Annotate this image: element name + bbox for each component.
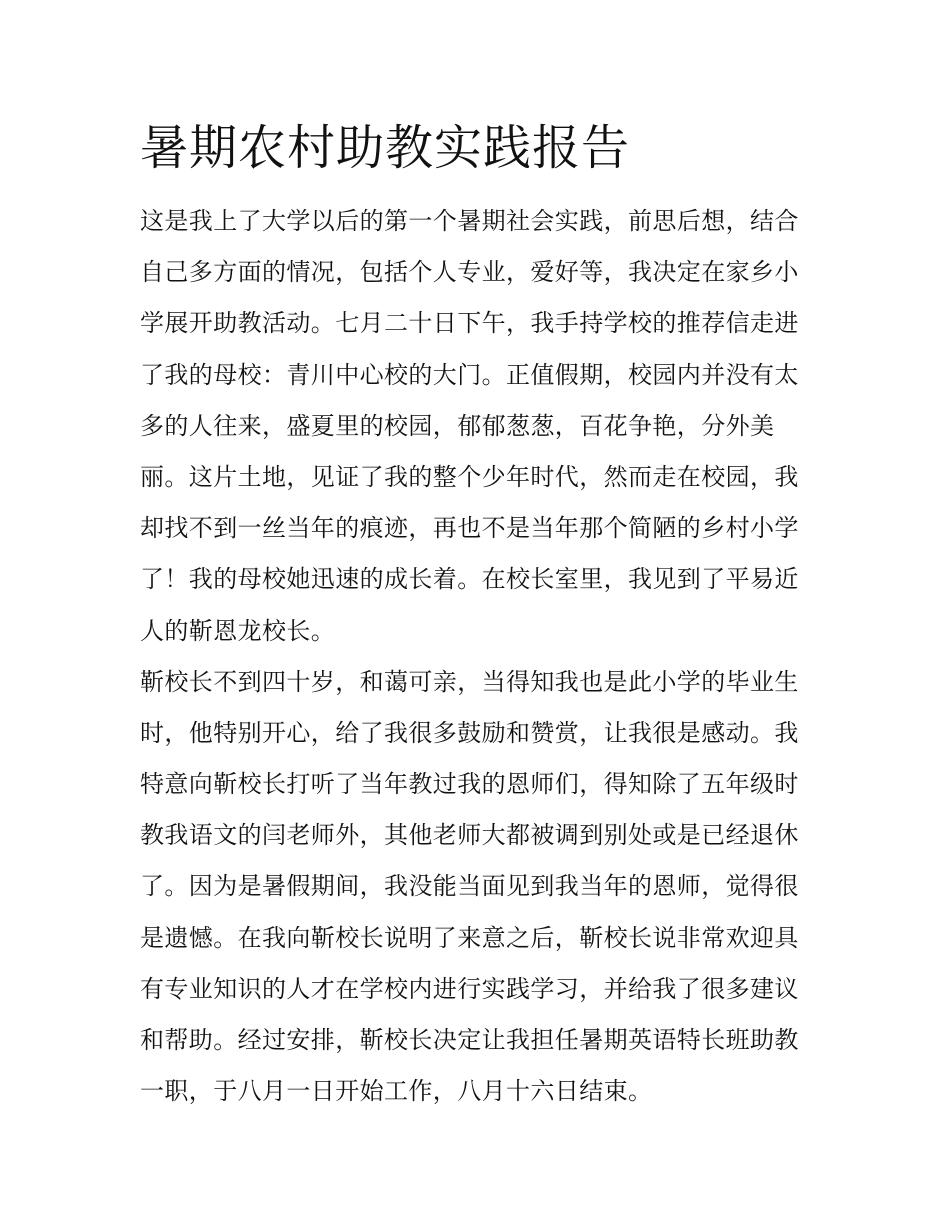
text-line: 是遗憾。在我向靳校长说明了来意之后，靳校长说非常欢迎具 (140, 923, 799, 952)
document-title: 暑期农村助教实践报告 (140, 120, 631, 176)
text-line: 自己多方面的情况，包括个人专业，爱好等，我决定在家乡小 (140, 258, 799, 287)
text-line: 学展开助教活动。七月二十日下午，我手持学校的推荐信走进 (140, 309, 799, 338)
text-line: 人的靳恩龙校长。 (140, 616, 336, 645)
text-line: 这是我上了大学以后的第一个暑期社会实践，前思后想，结合 (140, 207, 799, 235)
text-line: 时，他特别开心，给了我很多鼓励和赞赏，让我很是感动。我 (140, 718, 799, 747)
text-line: 特意向靳校长打听了当年教过我的恩师们，得知除了五年级时 (140, 770, 799, 799)
text-line: 一职，于八月一日开始工作，八月十六日结束。 (140, 1077, 653, 1106)
text-line: 多的人往来，盛夏里的校园，郁郁葱葱，百花争艳，分外美 (140, 411, 775, 440)
document-body (140, 196, 820, 1117)
text-line: 和帮助。经过安排，靳校长决定让我担任暑期英语特长班助教 (140, 1026, 799, 1054)
text-line: 教我语文的闫老师外，其他老师大都被调到别处或是已经退休 (140, 821, 799, 850)
text-line: 靳校长不到四十岁，和蔼可亲，当得知我也是此小学的毕业生 (140, 667, 799, 696)
paragraph-2 (140, 657, 820, 1118)
paragraph-1 (140, 196, 820, 657)
text-line: 了我的母校：青川中心校的大门。正值假期，校园内并没有太 (140, 360, 799, 389)
text-line: 丽。这片土地，见证了我的整个少年时代，然而走在校园，我 (140, 462, 799, 491)
text-line: 有专业知识的人才在学校内进行实践学习，并给我了很多建议 (140, 974, 799, 1003)
text-line: 了。因为是暑假期间，我没能当面见到我当年的恩师，觉得很 (140, 872, 799, 901)
text-line: 了！我的母校她迅速的成长着。在校长室里，我见到了平易近 (140, 565, 799, 594)
text-line: 却找不到一丝当年的痕迹，再也不是当年那个简陋的乡村小学 (140, 514, 799, 543)
